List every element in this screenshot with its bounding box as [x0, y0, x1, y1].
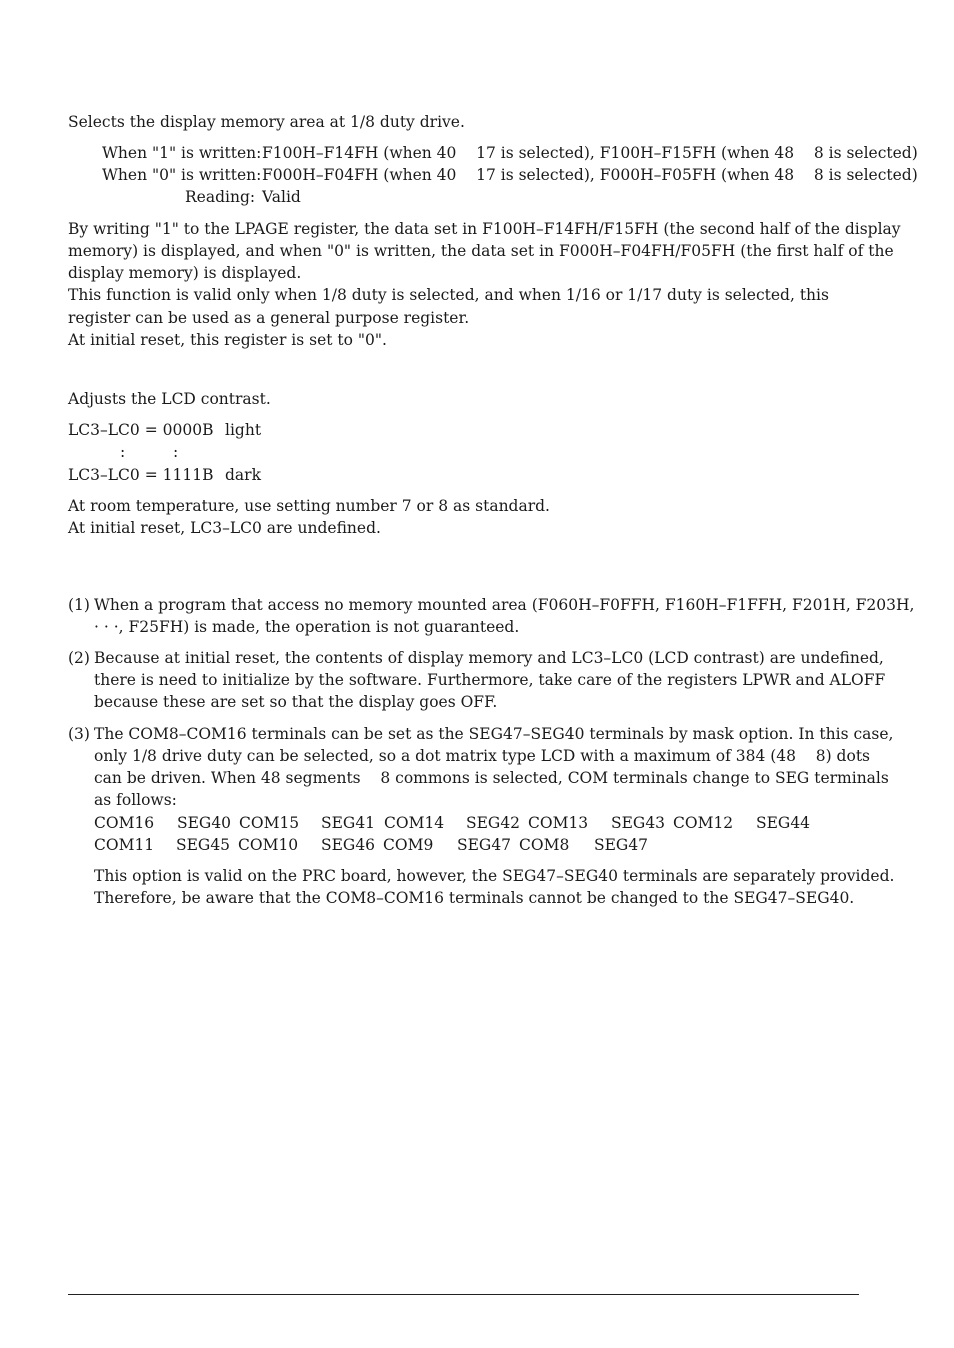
lc-colon-left: :: [120, 443, 126, 461]
lpage-desc-line: By writing "1" to the LPAGE register, the data set in F100H–F14FH/F15FH (the second half of the display: [68, 220, 901, 238]
lpage-desc-line: This function is valid only when 1/8 duty is selected, and when 1/16 or 1/17 duty is selected, this: [68, 286, 829, 304]
terminal-name: SEG47: [594, 836, 649, 854]
precaution-line: The COM8–COM16 terminals can be set as the SEG47–SEG40 terminals by mask option. In this case,: [94, 725, 894, 743]
precaution-extra-line: Therefore, be aware that the COM8–COM16 terminals cannot be changed to the SEG47–SEG40.: [94, 889, 855, 907]
terminal-name: COM9: [383, 836, 434, 854]
lc-note: At initial reset, LC3–LC0 are undefined.: [68, 519, 381, 537]
precaution-number: (3): [68, 725, 90, 743]
terminal-name: SEG47: [457, 836, 512, 854]
terminal-name: COM11: [94, 836, 155, 854]
lpage-write0-label: When "0" is written:: [102, 166, 262, 184]
terminal-name: COM14: [384, 814, 445, 832]
lc-row2-result: dark: [225, 466, 261, 484]
terminal-name: COM15: [239, 814, 300, 832]
terminal-name: COM10: [238, 836, 299, 854]
lc-note: At room temperature, use setting number 7 or 8 as standard.: [68, 497, 550, 515]
lpage-write1-value: F100H–F14FH (when 40 17 is selected), F100H–F15FH (when 48 8 is selected): [262, 144, 918, 162]
precaution-number: (1): [68, 596, 90, 614]
terminal-name: SEG44: [756, 814, 811, 832]
precaution-line: only 1/8 drive duty can be selected, so a dot matrix type LCD with a maximum of 384 (48 8) dots: [94, 747, 870, 765]
lpage-desc-line: memory) is displayed, and when "0" is written, the data set in F000H–F04FH/F05FH (the first half of the: [68, 242, 894, 260]
lc-colon-right: :: [173, 443, 179, 461]
terminal-name: SEG46: [321, 836, 376, 854]
precaution-line: because these are set so that the display goes OFF.: [94, 693, 498, 711]
precaution-extra-line: This option is valid on the PRC board, however, the SEG47–SEG40 terminals are separately provided.: [94, 867, 895, 885]
lpage-read-label: Reading:: [185, 188, 256, 206]
lpage-desc-line: At initial reset, this register is set to "0".: [68, 331, 387, 349]
terminal-name: COM8: [519, 836, 570, 854]
precaution-line: as follows:: [94, 791, 177, 809]
terminal-name: SEG41: [321, 814, 376, 832]
terminal-name: COM16: [94, 814, 155, 832]
lpage-desc-line: register can be used as a general purpose register.: [68, 309, 470, 327]
precaution-number: (2): [68, 649, 90, 667]
terminal-name: SEG42: [466, 814, 521, 832]
terminal-name: COM12: [673, 814, 734, 832]
lpage-intro: Selects the display memory area at 1/8 duty drive.: [68, 113, 465, 131]
lpage-write1-label: When "1" is written:: [102, 144, 262, 162]
lpage-write0-value: F000H–F04FH (when 40 17 is selected), F000H–F05FH (when 48 8 is selected): [262, 166, 918, 184]
terminal-name: SEG43: [611, 814, 666, 832]
precaution-line: · · ·, F25FH) is made, the operation is not guaranteed.: [94, 618, 520, 636]
terminal-name: COM13: [528, 814, 589, 832]
lc-intro: Adjusts the LCD contrast.: [68, 390, 271, 408]
lc-row1-setting: LC3–LC0 = 0000B: [68, 421, 214, 439]
precaution-line: there is need to initialize by the software. Furthermore, take care of the registers LPWR and ALOFF: [94, 671, 886, 689]
lpage-read-value: Valid: [262, 188, 301, 206]
lc-row2-setting: LC3–LC0 = 1111B: [68, 466, 214, 484]
lc-row1-result: light: [225, 421, 262, 439]
footer-rule: [68, 1294, 859, 1295]
precaution-line: When a program that access no memory mounted area (F060H–F0FFH, F160H–F1FFH, F201H, F203H,: [94, 596, 915, 614]
lpage-desc-line: display memory) is displayed.: [68, 264, 302, 282]
precaution-line: can be driven. When 48 segments 8 commons is selected, COM terminals change to SEG terminals: [94, 769, 889, 787]
terminal-name: SEG40: [177, 814, 232, 832]
terminal-name: SEG45: [176, 836, 231, 854]
precaution-line: Because at initial reset, the contents of display memory and LC3–LC0 (LCD contrast) are undefined,: [94, 649, 884, 667]
